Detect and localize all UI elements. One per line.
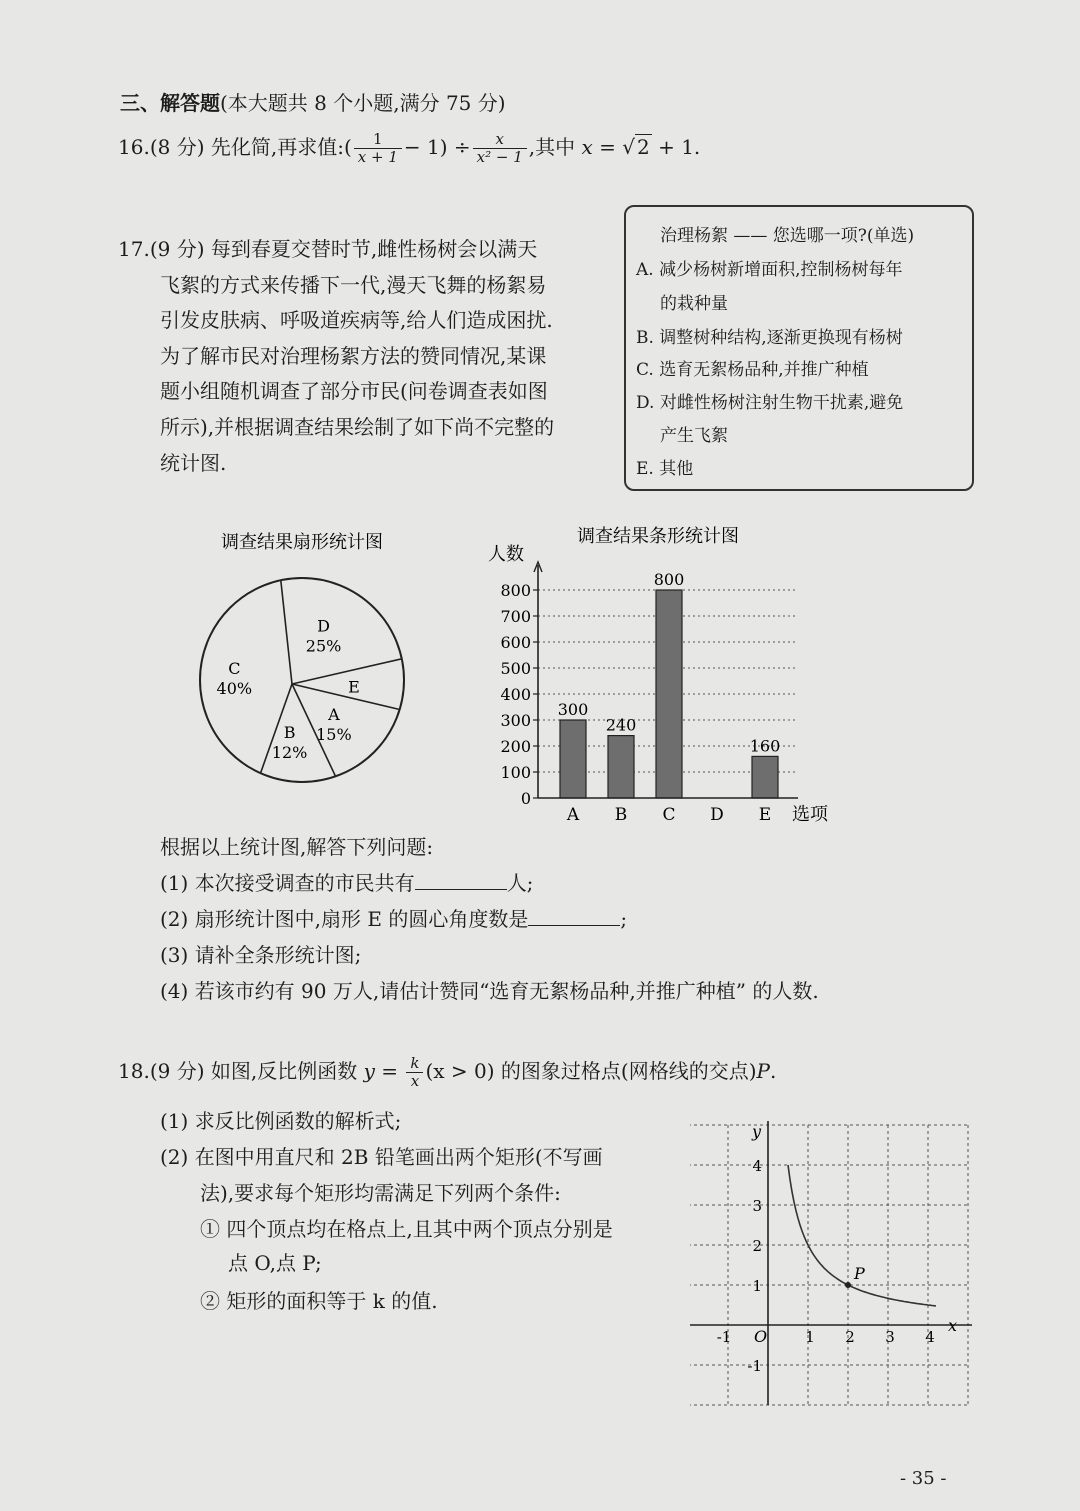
x-tick-label-B: B — [614, 805, 628, 825]
q16-text-b: − 1) ÷ — [403, 135, 471, 159]
origin-label: O — [754, 1327, 768, 1346]
q17-sub2: (2) 扇形统计图中,扇形 E 的圆心角度数是 ; — [160, 907, 628, 931]
q16-equals: = — [599, 135, 616, 159]
function-graph — [690, 1115, 985, 1410]
y-tick-label: 2 — [752, 1237, 762, 1255]
q17-sub4: (4) 若该市约有 90 万人,请估计赞同“选育无絮杨品种,并推广种植” 的人数. — [160, 979, 819, 1003]
pie-slice-edge-E — [292, 659, 402, 684]
bar-bars — [558, 570, 781, 798]
section-header — [120, 86, 506, 120]
pie-label-D: D — [317, 616, 331, 636]
x-tick-label: 3 — [885, 1328, 895, 1346]
pie-slice-edge-A — [292, 684, 400, 709]
y-tick-label: 1 — [752, 1277, 762, 1295]
section-note: (本大题共 8 个小题,满分 75 分) — [220, 91, 506, 115]
pie-pct-D: 25% — [305, 636, 342, 656]
y-tick-label: 4 — [752, 1157, 762, 1175]
pie-labels — [217, 616, 360, 762]
q17-line-4: 为了解市民对治理杨絮方法的赞同情况,某课 — [160, 344, 547, 368]
y-tick-label: 300 — [500, 711, 531, 730]
bar-value-B: 240 — [605, 715, 637, 735]
survey-option-d-cont: 产生飞絮 — [660, 426, 728, 446]
graph-axes — [690, 1121, 972, 1405]
survey-option-a: A. 减少杨树新增面积,控制杨树每年 — [636, 260, 903, 280]
q16-text: 先化简,再求值:( — [210, 135, 352, 159]
q16-score: (8 分) — [149, 135, 205, 159]
x-tick-label-E: E — [758, 805, 772, 825]
bar-title: 调查结果条形统计图 — [577, 526, 739, 547]
pie-label-C: C — [228, 658, 241, 678]
survey-box — [624, 205, 974, 491]
survey-option-c: C. 选育无絮杨品种,并推广种植 — [636, 360, 869, 380]
q17-line-2: 飞絮的方式来传播下一代,漫天飞舞的杨絮易 — [160, 273, 547, 297]
pie-slice-edge-D — [281, 580, 292, 684]
page-number: - 35 - — [900, 1468, 947, 1489]
pie-label-E: E — [348, 677, 360, 697]
pie-pct-C: 40% — [216, 678, 253, 698]
bar-chart — [480, 520, 850, 830]
section-title: 三、解答题 — [120, 91, 220, 115]
pie-chart — [190, 520, 440, 790]
x-tick-label: 2 — [845, 1328, 855, 1346]
q18-cond2: ② 矩形的面积等于 k 的值. — [200, 1289, 438, 1313]
q16-text-d: + 1. — [658, 135, 701, 159]
y-tick-label: 100 — [500, 763, 531, 782]
x-tick-label-C: C — [662, 805, 676, 825]
bar-E — [752, 756, 778, 798]
q16-x-variable: x — [581, 135, 593, 159]
graph-tick-labels — [717, 1122, 957, 1375]
y-tick-label: 600 — [500, 633, 531, 652]
survey-option-e: E. 其他 — [636, 459, 694, 479]
survey-title: 治理杨絮 —— 您选哪一项?(单选) — [660, 226, 915, 246]
bar-B — [608, 736, 634, 798]
pie-label-A: A — [328, 705, 340, 725]
y-tick-label: 400 — [500, 685, 531, 704]
y-tick-label: -1 — [747, 1357, 762, 1375]
q17-sub3: (3) 请补全条形统计图; — [160, 943, 362, 967]
q16-sqrt: 2 — [637, 135, 650, 159]
y-tick-label: 800 — [500, 581, 531, 600]
y-tick-label: 200 — [500, 737, 531, 756]
bar-value-C: 800 — [653, 570, 685, 589]
bar-ylabel: 人数 — [488, 544, 524, 565]
q18-sub2-a: (2) 在图中用直尺和 2B 铅笔画出两个矩形(不写画 — [160, 1145, 603, 1169]
q16-fraction-2: $\frac{x}{\text{x² − 1}}$ — [473, 131, 527, 166]
pie-pct-B: 12% — [271, 742, 308, 762]
survey-option-b: B. 调整树种结构,逐渐更换现有杨树 — [636, 328, 903, 348]
bar-xlabel: 选项 — [792, 804, 828, 825]
survey-option-a-cont: 的栽种量 — [660, 294, 728, 314]
q17-line-7: 统计图. — [160, 451, 227, 475]
q17-line-5: 题小组随机调查了部分市民(问卷调查表如图 — [160, 379, 548, 403]
q17-intro: 根据以上统计图,解答下列问题: — [160, 835, 434, 859]
bar-C — [656, 590, 682, 798]
x-axis-label: x — [948, 1316, 958, 1335]
y-tick-label: 700 — [500, 607, 531, 626]
q16-number: 16. — [118, 135, 150, 159]
q18-fraction: $\frac{k}{x}$ — [406, 1055, 423, 1090]
graph-grid — [690, 1125, 968, 1405]
q16-text-c: ,其中 — [528, 135, 576, 159]
y-axis-label: y — [752, 1122, 762, 1141]
survey-option-d: D. 对雌性杨树注射生物干扰素,避免 — [636, 393, 904, 413]
pie-label-B: B — [283, 722, 296, 742]
q17-line-6: 所示),并根据调查结果绘制了如下尚不完整的 — [160, 415, 555, 439]
q17-sub2-blank[interactable] — [528, 925, 620, 926]
x-tick-label-A: A — [566, 805, 580, 825]
q18-cond1-b: 点 O,点 P; — [228, 1251, 322, 1275]
pie-pct-A: 15% — [316, 725, 352, 745]
q18-cond1-a: ① 四个顶点均在格点上,且其中两个顶点分别是 — [200, 1217, 613, 1241]
q17-line-3: 引发皮肤病、呼吸道疾病等,给人们造成困扰. — [160, 308, 553, 332]
question-16: 16.(8 分) 先化简,再求值:( $\frac{1}{x + 1}$ − 1) ÷ $\frac{x}{\text{x² − 1}}$ ,其中 x = √ 2 + 1. — [118, 130, 701, 166]
x-tick-label: 4 — [925, 1328, 935, 1346]
x-tick-label-D: D — [710, 805, 724, 825]
pie-title: 调查结果扇形统计图 — [221, 532, 383, 553]
y-tick-label: 500 — [500, 659, 531, 678]
q17-sub1-blank[interactable] — [415, 889, 507, 890]
question-18: 18.(9 分) 如图,反比例函数 y = $\frac{k}{x}$ (x > 0) 的图象过格点(网格线的交点)P. — [118, 1054, 777, 1090]
point-p-label: P — [854, 1264, 865, 1283]
bar-value-E: 160 — [749, 736, 781, 756]
q18-sub1: (1) 求反比例函数的解析式; — [160, 1109, 402, 1133]
q18-sub2-b: 法),要求每个矩形均需满足下列两个条件: — [200, 1181, 561, 1205]
x-tick-label: -1 — [716, 1328, 732, 1346]
point-p — [845, 1282, 851, 1288]
y-tick-label: 0 — [520, 789, 531, 808]
y-tick-label: 3 — [752, 1197, 762, 1215]
x-tick-label: 1 — [805, 1328, 815, 1346]
q17-sub1: (1) 本次接受调查的市民共有 人; — [160, 871, 534, 895]
bar-A — [560, 720, 586, 798]
q16-fraction-1: $\frac{1}{x + 1}$ — [354, 131, 402, 166]
bar-value-A: 300 — [557, 700, 589, 719]
q17-heading: 17.(9 分) 每到春夏交替时节,雌性杨树会以满天 — [118, 237, 538, 261]
